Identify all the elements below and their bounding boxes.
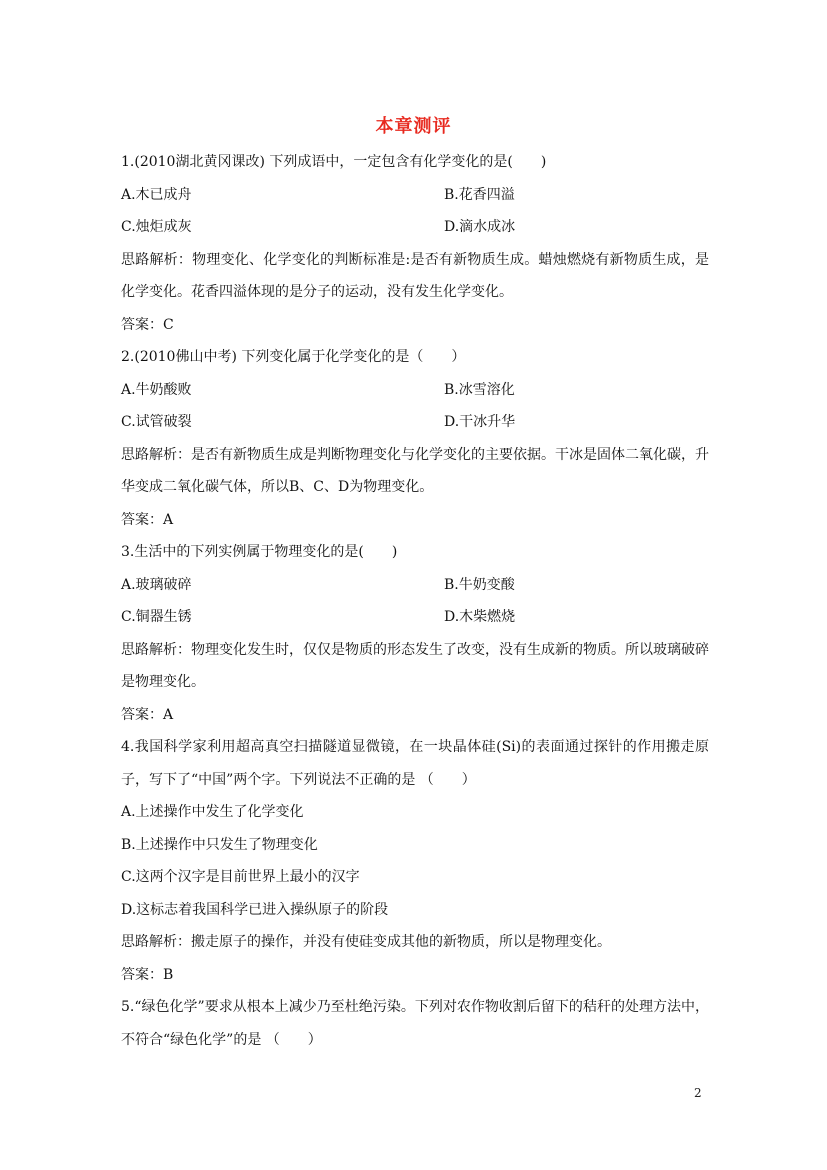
question-3-answer: 答案：A	[121, 706, 174, 723]
question-4-option-a: A.上述操作中发生了化学变化	[121, 804, 304, 820]
question-3-options-row-1	[121, 569, 709, 602]
question-1-options-row-2	[121, 211, 709, 244]
question-3-analysis: 思路解析：物理变化发生时，仅仅是物质的形态发生了改变，没有生成新的物质。所以玻璃破碎是物理变化。	[121, 641, 709, 690]
page-number: 2	[694, 1086, 702, 1100]
question-1-option-d: D.滴水成冰	[444, 219, 516, 235]
question-3-stem: 3.生活中的下列实例属于物理变化的是( )	[121, 544, 398, 560]
question-2-options-row-1	[121, 374, 709, 407]
question-2-answer: 答案：A	[121, 511, 174, 528]
question-2-option-d: D.干冰升华	[444, 414, 516, 430]
question-4-option-c: C.这两个汉字是目前世界上最小的汉字	[121, 869, 360, 885]
question-1-answer: 答案：C	[121, 316, 174, 333]
question-5-stem: 5.“绿色化学”要求从根本上减少乃至杜绝污染。下列对农作物收割后留下的秸秆的处理方法中，不符合“绿色化学”的是 （ ）	[121, 999, 709, 1048]
question-4-stem: 4.我国科学家利用超高真空扫描隧道显微镜，在一块晶体硅(Si)的表面通过探针的作用搬走原子，写下了“中国”两个字。下列说法不正确的是 （ ）	[121, 739, 709, 788]
question-1-option-a: A.木已成舟	[121, 186, 192, 203]
question-3-option-a: A.玻璃破碎	[121, 576, 192, 593]
question-1-option-c: C.烛炬成灰	[121, 219, 192, 235]
question-2-options-row-2	[121, 406, 709, 439]
question-4-option-b: B.上述操作中只发生了物理变化	[121, 836, 318, 853]
question-1-stem: 1.(2010湖北黄冈课改) 下列成语中，一定包含有化学变化的是( )	[121, 154, 547, 170]
question-1-option-b: B.花香四溢	[444, 186, 515, 203]
question-list	[121, 146, 709, 1056]
question-3-option-b: B.牛奶变酸	[444, 576, 515, 593]
question-2-option-c: C.试管破裂	[121, 414, 192, 430]
question-2-stem: 2.(2010佛山中考) 下列变化属于化学变化的是（ ）	[121, 349, 466, 365]
question-4-analysis: 思路解析：搬走原子的操作，并没有使硅变成其他的新物质，所以是物理变化。	[121, 934, 611, 950]
question-3-option-c: C.铜器生锈	[121, 609, 192, 625]
question-2-option-a: A.牛奶酸败	[121, 381, 192, 398]
question-3-option-d: D.木柴燃烧	[444, 609, 516, 625]
question-4-answer: 答案：B	[121, 966, 174, 983]
question-3-options-row-2	[121, 601, 709, 634]
question-2-analysis: 思路解析：是否有新物质生成是判断物理变化与化学变化的主要依据。干冰是固体二氧化碳，升华变成二氧化碳气体，所以B、C、D为物理变化。	[121, 446, 709, 495]
question-1-options-row-1	[121, 179, 709, 212]
question-4-option-d: D.这标志着我国科学已进入操纵原子的阶段	[121, 901, 389, 918]
page-title: 本章测评	[375, 116, 452, 137]
question-1-analysis: 思路解析：物理变化、化学变化的判断标准是:是否有新物质生成。蜡烛燃烧有新物质生成，是化学变化。花香四溢体现的是分子的运动，没有发生化学变化。	[121, 251, 709, 300]
question-2-option-b: B.冰雪溶化	[444, 381, 515, 398]
